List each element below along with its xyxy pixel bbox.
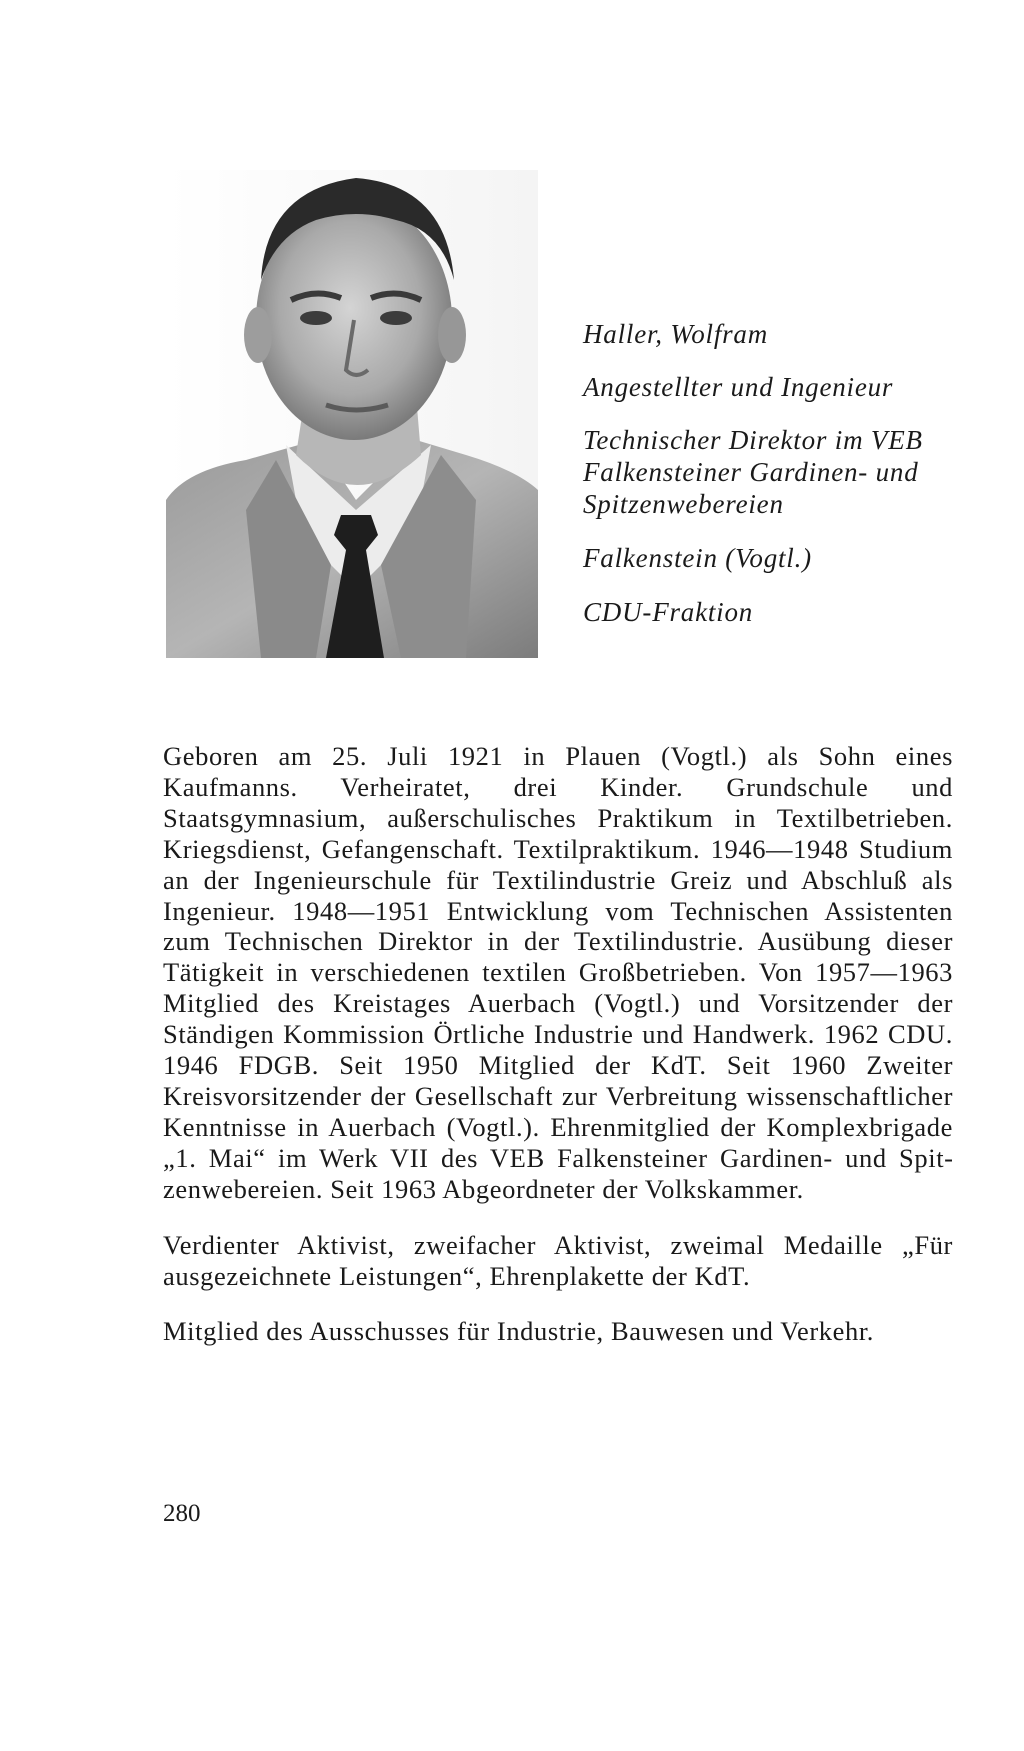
person-occupation: Angestellter und Ingenieur <box>583 372 894 402</box>
portrait-photo <box>166 170 538 658</box>
biography-paragraph: Geboren am 25. Juli 1921 in Plauen (Vogtl.) als Sohn eines Kaufmanns. Verheiratet, drei Kinder. Grundschule und Staatsgymnasium, außerschulisches Praktikum in Textilbetrieben. Kriegsdienst, Gefangenschaft. Textilpraktikum. 1946—1948 Studium an der Ingenieurschule für Textilindustrie Greiz und Abschluß als Ingenieur. 1948—1951 Entwicklung vom Technischen Assistenten zum Technischen Direktor in der Textilindustrie. Ausübung dieser Tätigkeit in verschiedenen textilen Großbetrieben. Von 1957—1963 Mitglied des Kreistages Auerbach (Vogtl.) und Vorsitzender der Ständigen Kommission Örtliche Industrie und Handwerk. 1962 CDU. 1946 FDGB. Seit 1950 Mitglied der KdT. Seit 1960 Zweiter Kreisvorsitzender der Gesellschaft zur Verbreitung wissenschaftlicher Kenntnisse in Auerbach (Vogtl.). Ehrenmitglied der Komplexbrigade „1. Mai“ im Werk VII des VEB Falkensteiner Gardinen- und Spitzenwebereien. Seit 1963 Abgeordneter der Volkskammer. <box>163 741 953 1204</box>
person-name: Haller, Wolfram <box>583 319 769 349</box>
page-number: 280 <box>163 1500 201 1527</box>
biography <box>163 741 953 1347</box>
person-place: Falkenstein (Vogtl.) <box>583 543 812 573</box>
person-position: Technischer Direktor im VEB Falkensteiner Gardinen- und Spitzenwebereien <box>583 425 923 519</box>
committee-paragraph: Mitglied des Ausschusses für Industrie, Bauwesen und Verkehr. <box>163 1316 875 1347</box>
awards-paragraph: Verdienter Aktivist, zweifacher Aktivist, zweimal Medaille „Für ausgezeichnete Leistungen“, Ehrenplakette der KdT. <box>163 1229 953 1291</box>
person-info <box>583 318 1003 628</box>
person-faction: CDU-Fraktion <box>583 597 754 627</box>
